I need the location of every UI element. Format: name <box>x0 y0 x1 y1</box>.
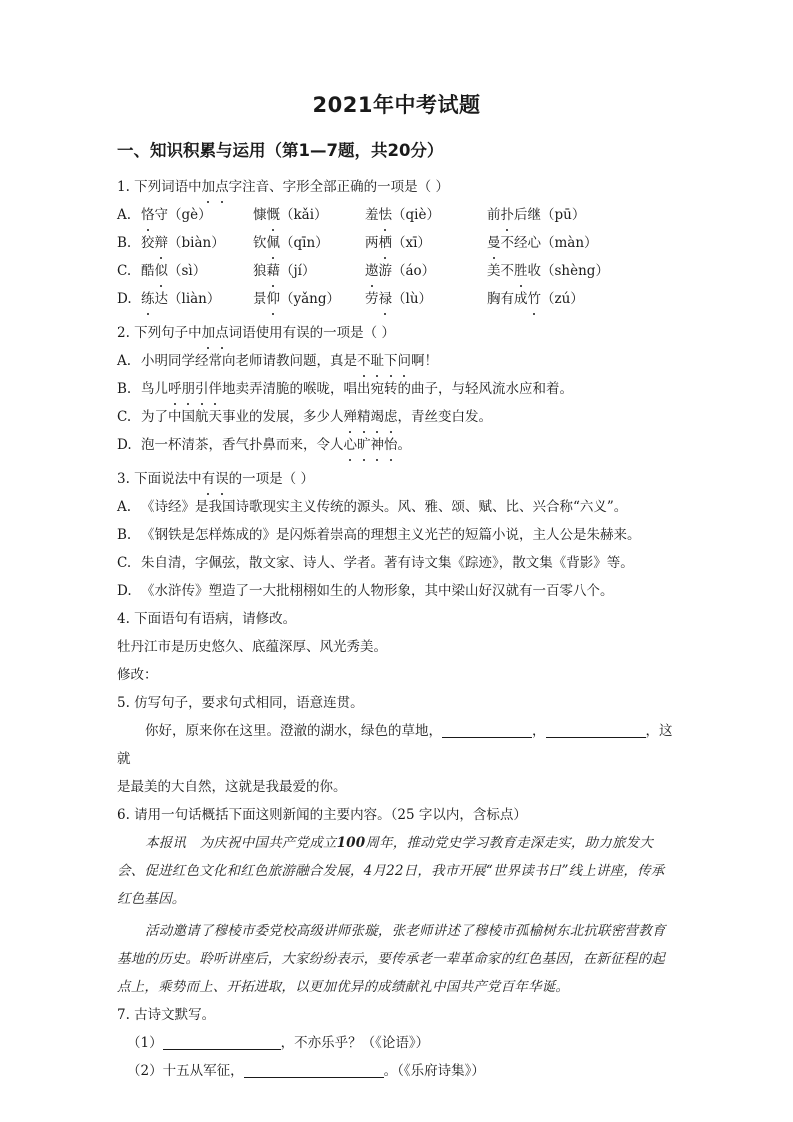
q5-sep-1: ， <box>532 723 546 740</box>
option-label: C. <box>117 263 132 280</box>
question-6-news-para-2: 活动邀请了穆棱市委党校高级讲师张璇，张老师讲述了穆棱市孤榆树东北抗联密营教育基地的历史。聆听讲座后，大家纷纷表示，要传承老一辈革命家的红色基因，在新征程的起点上，乘势而上、开拓进取，以更加优异的成绩献礼中国共产党百年华诞。 <box>117 923 666 996</box>
option-label: D. <box>117 583 132 600</box>
q5-text-tail: 这就 <box>117 723 673 768</box>
question-3-option-c <box>117 549 676 577</box>
option-text-pre: 为了中国航天事业的发展，多少人 <box>141 409 344 426</box>
question-2-option-c <box>117 403 676 431</box>
option-text: 《钢铁是怎样炼成的》是闪烁着崇高的理想主义光芒的短篇小说，主人公是朱赫来。 <box>141 527 641 544</box>
option-cell: 狼藉（jí） <box>253 257 365 285</box>
q5-blank-2[interactable] <box>546 737 646 738</box>
q2-stem-dotted: 加点 <box>202 325 229 341</box>
option-text-pre: 鸟儿 <box>141 381 168 398</box>
option-cell: 胸有成竹（zú） <box>487 285 677 313</box>
q2-stem-prefix: 2. 下列句子中 <box>117 325 202 342</box>
option-label: B. <box>117 527 132 544</box>
option-text: 《水浒传》塑造了一大批栩栩如生的人物形象，其中梁山好汉就有一百零八个。 <box>141 583 614 600</box>
question-7-sub-item-2 <box>117 1057 676 1085</box>
question-4-stem: 4. 下面语句有语病，请修改。 <box>117 611 297 628</box>
q2-stem-suffix: 词语使用有误的一项是（ ） <box>228 325 395 342</box>
table-row <box>117 257 677 285</box>
q3-stem-prefix: 3. 下面说法中 <box>117 471 202 488</box>
q3-stem-suffix: 的一项是（ ） <box>228 471 314 488</box>
option-text: 《诗经》是我国诗歌现实主义传统的源头。风、雅、颂、赋、比、兴合称“六义”。 <box>141 499 628 516</box>
option-label: A. <box>117 207 132 224</box>
q1-stem-suffix: 字注音、字形全部正确的一项是（ ） <box>228 179 449 196</box>
question-4-body: 牡丹江市是历史悠久、底蕴深厚、风光秀美。 <box>117 639 387 656</box>
option-text-pre: 泡一杯清茶，香气扑鼻而来，令人 <box>141 437 344 454</box>
q7-blank-2[interactable] <box>244 1077 384 1078</box>
option-cell: 曼不经心（màn） <box>487 229 677 257</box>
option-cell: 两栖（xī） <box>365 229 487 257</box>
q7-blank-1[interactable] <box>163 1049 281 1050</box>
option-cell: 劳禄（lù） <box>365 285 487 313</box>
option-text-post: 。 <box>397 437 411 454</box>
option-text-pre: 小明同学经常向老师请教问题，真是 <box>141 353 357 370</box>
option-label: D. <box>117 437 132 454</box>
question-5-stem: 5. 仿写句子，要求句式相同，语意连贯。 <box>117 695 364 712</box>
section-heading: 一、知识积累与运用（第1—7题，共20分） <box>117 141 444 161</box>
sub-item-post: ，不亦乐乎？（《论语》） <box>280 1035 430 1052</box>
option-text: 朱自清，字佩弦，散文家、诗人、学者。著有诗文集《踪迹》，散文集《背影》等。 <box>141 555 634 572</box>
news-lead: 本报讯 <box>145 835 187 852</box>
option-cell: 美不胜收（shèng） <box>487 257 677 285</box>
option-cell: 恪守（gè） <box>141 201 253 229</box>
option-label: C. <box>117 555 132 572</box>
option-cell: 狡辩（biàn） <box>141 229 253 257</box>
option-cell: 景仰（yǎng） <box>253 285 365 313</box>
q5-blank-1[interactable] <box>442 737 532 738</box>
option-text-dotted: 呼朋引伴 <box>168 381 222 397</box>
option-text-post: ，青丝变白发。 <box>397 409 492 426</box>
option-cell: 钦佩（qīn） <box>253 229 365 257</box>
q5-text-part1: 你好，原来你在这里。澄澈的湖水，绿色的草地， <box>145 723 442 740</box>
sub-item-marker: （2） <box>127 1063 163 1080</box>
page-title: 2021年中考试题 <box>312 93 481 117</box>
question-1-stem <box>117 164 676 201</box>
question-2-option-b <box>117 375 676 403</box>
question-5-body-line1 <box>117 717 676 773</box>
option-text-post: 地卖弄清脆的喉咙，唱出宛转的曲子，与轻风流水应和着。 <box>222 381 573 398</box>
sub-item-post: 。（《乐府诗集》） <box>383 1063 485 1080</box>
question-6-news-para-1 <box>117 829 676 913</box>
option-cell: 遨游（áo） <box>365 257 487 285</box>
q3-stem-dotted: 有误 <box>202 471 229 487</box>
option-cell: 练达（liàn） <box>141 285 253 313</box>
table-row <box>117 229 677 257</box>
option-text-dotted: 殚精竭虑 <box>344 409 398 425</box>
option-cell: 前扑后继（pū） <box>487 201 677 229</box>
question-2-option-a <box>117 347 676 375</box>
sub-item-pre: 十五从军征， <box>162 1063 244 1080</box>
question-7-sub-item-1 <box>117 1029 676 1057</box>
table-row <box>117 285 677 313</box>
option-label: B. <box>117 235 132 252</box>
question-1-options-table <box>117 201 677 313</box>
option-label: B. <box>117 381 132 398</box>
question-3-option-b <box>117 521 676 549</box>
option-cell: 羞怯（qiè） <box>365 201 487 229</box>
question-2-option-d <box>117 431 676 459</box>
question-3-stem <box>117 459 676 493</box>
question-6-stem: 6. 请用一句话概括下面这则新闻的主要内容。（25 字以内，含标点） <box>117 807 527 824</box>
option-text-dotted: 心旷神怡 <box>344 437 398 453</box>
option-label: A. <box>117 499 132 516</box>
q5-sep-2: ， <box>645 723 659 740</box>
q1-stem-dotted: 加点 <box>202 179 229 195</box>
question-3-option-a <box>117 493 676 521</box>
option-text-dotted: 不耻下问 <box>357 353 411 369</box>
option-label: C. <box>117 409 132 426</box>
question-3-option-d <box>117 577 676 605</box>
option-label: A. <box>117 353 132 370</box>
sub-item-marker: （1） <box>127 1035 163 1052</box>
option-text-post: 啊！ <box>411 353 438 370</box>
question-7-stem: 7. 古诗文默写。 <box>117 1007 216 1024</box>
option-cell: 酷似（sì） <box>141 257 253 285</box>
question-5-body-line2: 是最美的大自然，这就是我最爱的你。 <box>117 779 347 796</box>
option-label: D. <box>117 291 132 308</box>
question-4-answer-label: 修改： <box>117 667 158 684</box>
table-row <box>117 201 677 229</box>
q1-stem-prefix: 1. 下列词语中 <box>117 179 202 196</box>
news-text-b: 周年，推动党史学习教育走深走实，助力旅发大会、促进红色文化和红色旅游融合发展，4月22日，我市开展“世界读书日”线上讲座，传承红色基因。 <box>117 835 665 908</box>
question-2-stem <box>117 313 676 347</box>
option-cell: 慷慨（kǎi） <box>253 201 365 229</box>
news-number: 100 <box>336 835 366 852</box>
news-text-a: 为庆祝中国共产党成立 <box>199 835 337 852</box>
